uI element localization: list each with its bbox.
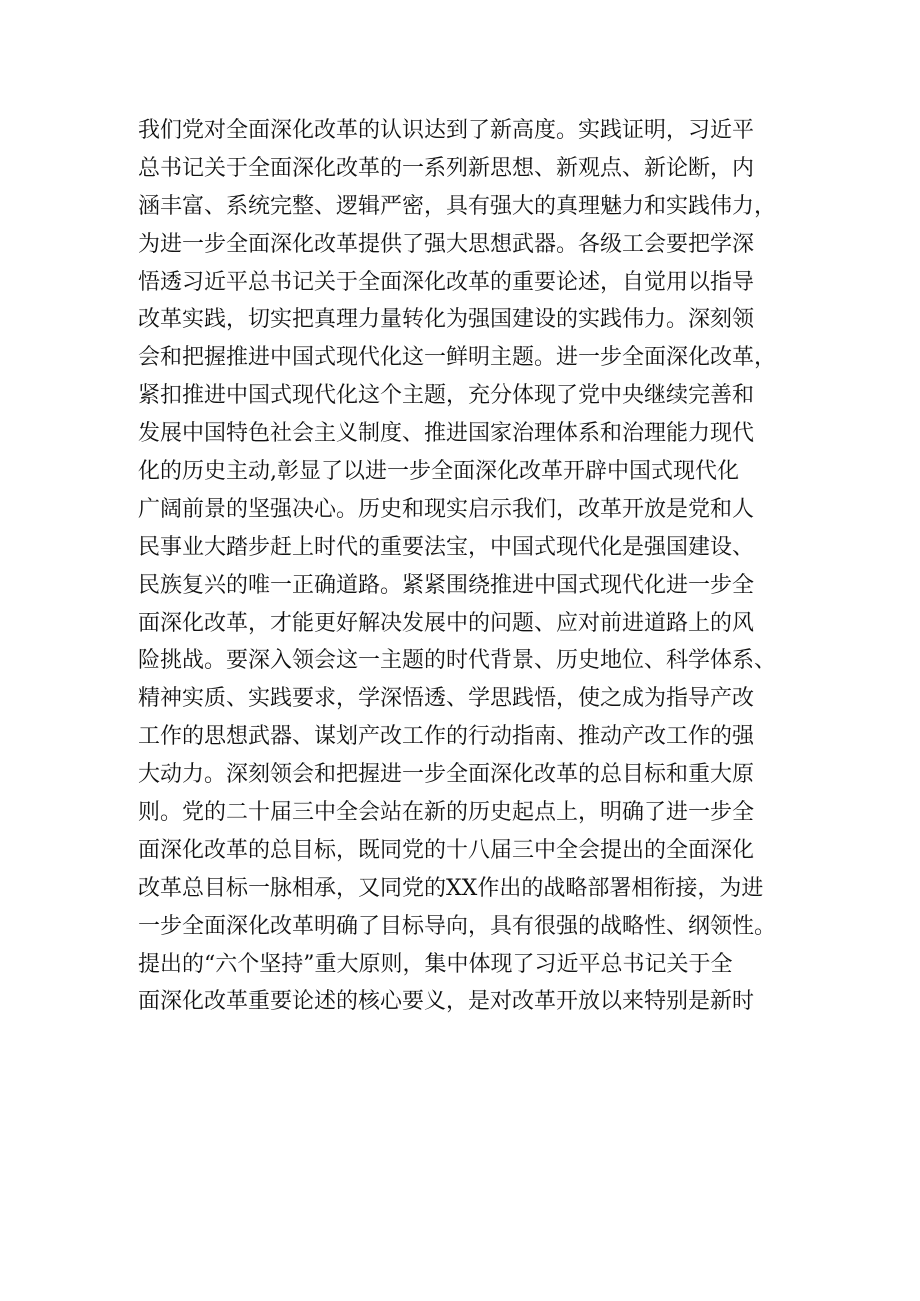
text-line: 涵丰富、系统完整、逻辑严密，具有强大的真理魅力和实践伟力， — [138, 193, 777, 219]
text-line: 面深化改革，才能更好解决发展中的问题、应对前进道路上的风 — [138, 610, 755, 636]
text-line: 险挑战。要深入领会这一主题的时代背景、历史地位、科学体系、 — [138, 648, 777, 674]
text-line: 我们党对全面深化改革的认识达到了新高度。实践证明，习近平 — [138, 118, 755, 143]
text-line: 改革实践，切实把真理力量转化为强国建设的实践伟力。深刻领 — [138, 307, 755, 333]
text-line: 民事业大踏步赶上时代的重要法宝，中国式现代化是强国建设、 — [138, 534, 755, 560]
text-line: 精神实质、实践要求，学深悟透、学思践悟，使之成为指导产改 — [138, 686, 755, 712]
text-line: 大动力。深刻领会和把握进一步全面深化改革的总目标和重大原 — [138, 762, 755, 788]
text-line: 提出的“六个坚持”重大原则，集中体现了习近平总书记关于全 — [138, 951, 733, 977]
text-line: 悟透习近平总书记关于全面深化改革的重要论述，自觉用以指导 — [138, 269, 755, 295]
text-line: 面深化改革的总目标，既同党的十八届三中全会提出的全面深化 — [138, 837, 755, 863]
text-line: 紧扣推进中国式现代化这个主题，充分体现了党中央继续完善和 — [138, 383, 755, 409]
text-line: 一步全面深化改革明确了目标导向，具有很强的战略性、纲领性。 — [138, 913, 777, 939]
text-line: 为进一步全面深化改革提供了强大思想武器。各级工会要把学深 — [138, 231, 755, 257]
text-line: 化的历史主动,彰显了以进一步全面深化改革开辟中国式现代化 — [138, 459, 739, 485]
text-line: 发展中国特色社会主义制度、推进国家治理体系和治理能力现代 — [138, 421, 755, 447]
text-line: 改革总目标一脉相承，又同党的XX作出的战略部署相衔接，为进 — [138, 875, 764, 901]
text-line: 民族复兴的唯一正确道路。紧紧围绕推进中国式现代化进一步全 — [138, 572, 755, 598]
text-line: 总书记关于全面深化改革的一系列新思想、新观点、新论断，内 — [138, 155, 755, 181]
body-paragraph — [138, 112, 798, 1021]
text-line: 广阔前景的坚强决心。历史和现实启示我们，改革开放是党和人 — [138, 496, 755, 522]
text-line: 会和把握推进中国式现代化这一鲜明主题。进一步全面深化改革， — [138, 345, 777, 371]
text-line: 工作的思想武器、谋划产改工作的行动指南、推动产改工作的强 — [138, 724, 755, 750]
text-line: 面深化改革重要论述的核心要义，是对改革开放以来特别是新时 — [138, 989, 755, 1015]
text-line: 则。党的二十届三中全会站在新的历史起点上，明确了进一步全 — [138, 800, 755, 826]
